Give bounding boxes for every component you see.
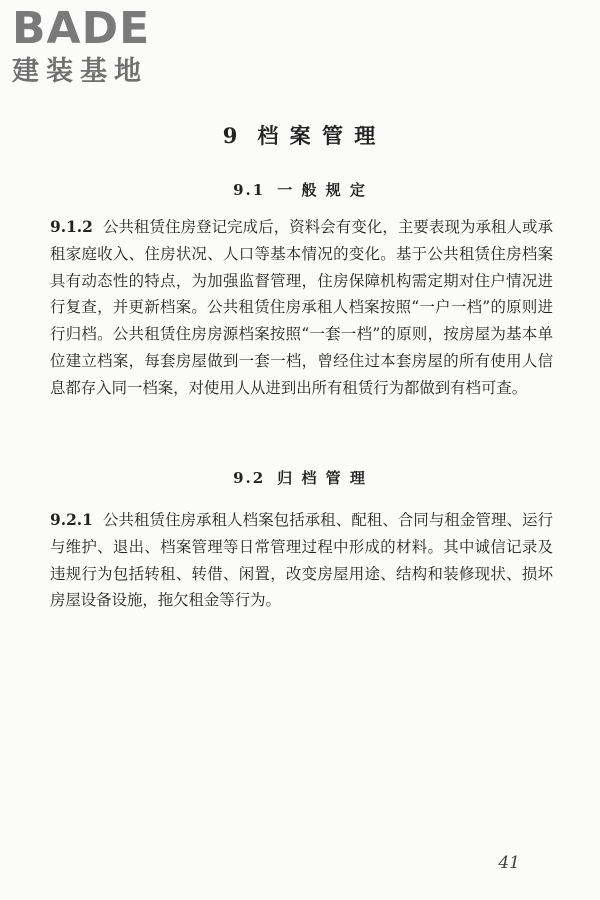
logo-english: BADE (12, 3, 151, 54)
section-title-9-1 (0, 179, 600, 200)
publisher-logo (12, 3, 187, 92)
chapter-title-text: 档 案 管 理 (257, 123, 378, 148)
clause-text: 公共租赁住房承租人档案包括承租、配租、合同与租金管理、运行与维护、退出、档案管理等日常管理过程中形成的材料。其中诚信记录及违规行为包括转租、转借、闲置，改变房屋用途、结构和装修现状、损坏房屋设备设施，拖欠租金等行为。 (50, 511, 553, 610)
clause-9-1-2 (50, 214, 553, 402)
logo-chinese: 建装基地 (12, 56, 148, 87)
clause-number: 9.2.1 (50, 511, 93, 529)
chapter-number: 9 (222, 123, 240, 148)
page-number: 41 (498, 853, 520, 873)
clause-number: 9.1.2 (50, 218, 93, 236)
section-title-text: 一 般 规 定 (277, 181, 367, 199)
section-number: 9.2 (233, 469, 266, 487)
clause-text: 公共租赁住房登记完成后，资料会有变化，主要表现为承租人或承租家庭收入、住房状况、人口等基本情况的变化。基于公共租赁住房档案具有动态性的特点，为加强监督管理，住房保障机构需定期对住户情况进行复查，并更新档案。公共租赁住房承租人档案按照“一户一档”的原则进行归档。公共租赁住房房源档案按照“一套一档”的原则，按房屋为基本单位建立档案，每套房屋做到一套一档，曾经住过本套房屋的所有使用人信息都存入同一档案，对使用人从进到出所有租赁行为都做到有档可查。 (50, 218, 553, 397)
section-number: 9.1 (233, 181, 266, 199)
section-title-text: 归 档 管 理 (277, 469, 367, 487)
chapter-title (0, 120, 600, 150)
clause-9-2-1 (50, 507, 553, 614)
section-title-9-2 (0, 467, 600, 488)
